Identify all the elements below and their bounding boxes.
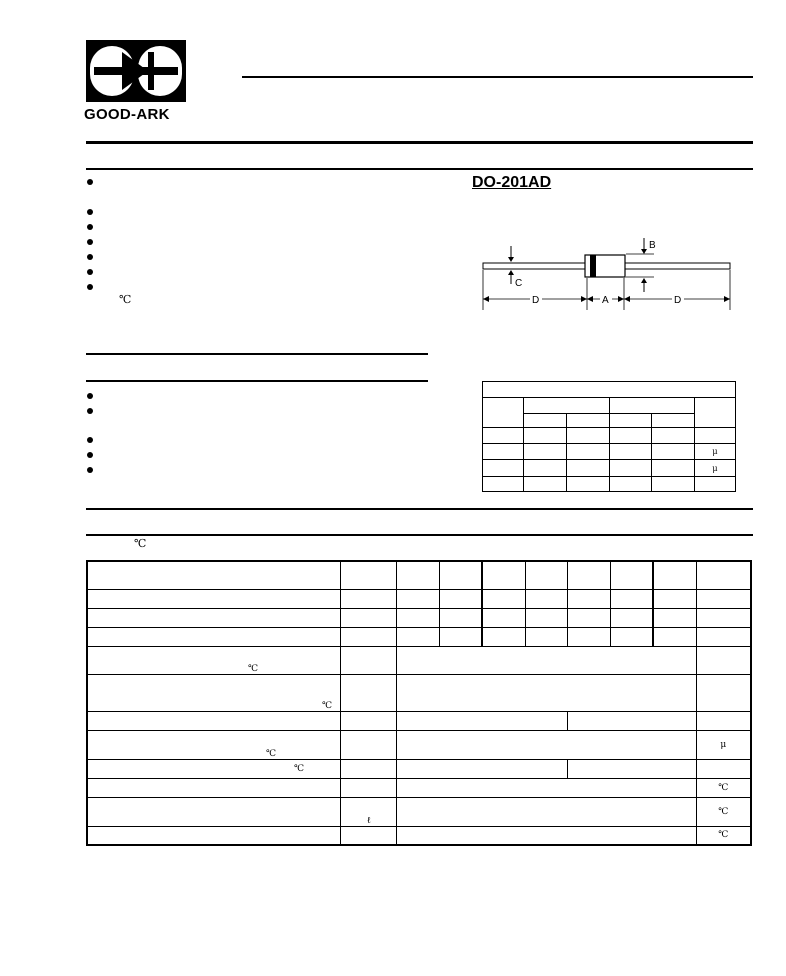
table-row: [483, 444, 736, 460]
table-row: [87, 608, 751, 627]
mechanical-rule-bottom: [86, 380, 428, 382]
param-unit: ℃: [294, 764, 305, 774]
unit-cell: μ: [695, 444, 736, 460]
list-item: [87, 393, 93, 399]
dim-label-d-left: D: [532, 295, 540, 306]
mechanical-rule-top: [86, 353, 428, 355]
list-item: [87, 239, 93, 245]
table-cell: [609, 413, 652, 427]
ratings-rule-top: [86, 508, 753, 510]
dimensions-table-title: [483, 382, 736, 398]
table-cell: [695, 398, 736, 428]
unit-cell: ℃: [696, 797, 751, 826]
ratings-condition-glyph: ℃: [134, 537, 147, 550]
header-rule: [242, 76, 753, 78]
table-row: [483, 427, 736, 443]
list-item: [87, 408, 93, 414]
brand-name: GOOD-ARK: [84, 106, 170, 123]
package-title: DO-201AD: [472, 174, 552, 191]
list-item: [87, 209, 93, 215]
list-item: [87, 452, 93, 458]
title-rule-top: [86, 141, 753, 144]
table-row: [87, 778, 751, 797]
dim-label-d-right: D: [674, 295, 682, 306]
unit-cell: ℃: [696, 778, 751, 797]
table-cell: [524, 413, 567, 427]
dim-label-c: C: [515, 278, 523, 289]
symbol-cell: ℓ: [341, 797, 397, 826]
param-unit: ℃: [248, 663, 259, 674]
list-item: [87, 437, 93, 443]
table-row: [87, 826, 751, 845]
ratings-rule-bottom: [86, 534, 753, 536]
list-item: [87, 179, 93, 185]
table-row: [87, 674, 751, 711]
company-logo: [86, 40, 186, 102]
param-unit: ℃: [322, 700, 333, 711]
list-item: [87, 254, 93, 260]
param-unit: ℃: [266, 748, 277, 759]
table-cell: [566, 413, 609, 427]
table-row: [87, 561, 751, 589]
unit-cell: ℃: [696, 826, 751, 845]
table-cell: [652, 413, 695, 427]
package-outline-drawing: [476, 236, 738, 312]
table-cell: [483, 398, 524, 428]
table-row: [87, 589, 751, 608]
unit-cell: μ: [696, 730, 751, 759]
table-row: [483, 476, 736, 491]
list-item: [87, 224, 93, 230]
temp-unit-label: ℃: [119, 293, 132, 306]
table-row: [87, 646, 751, 674]
list-item: [87, 467, 93, 473]
dimensions-table: [482, 381, 736, 492]
table-cell: [524, 398, 610, 413]
table-row: [87, 759, 751, 778]
list-item: [87, 284, 93, 290]
dim-label-b: B: [649, 240, 656, 251]
unit-cell: μ: [695, 460, 736, 476]
table-row: [87, 711, 751, 730]
table-row: [87, 797, 751, 826]
table-row: [87, 730, 751, 759]
table-row: [483, 460, 736, 476]
table-row: [87, 627, 751, 646]
list-item: [87, 269, 93, 275]
dim-label-a: A: [602, 295, 609, 306]
ratings-table: [86, 560, 752, 846]
diode-logo-icon: [86, 40, 186, 102]
features-rule: [86, 168, 753, 170]
table-cell: [609, 398, 695, 413]
